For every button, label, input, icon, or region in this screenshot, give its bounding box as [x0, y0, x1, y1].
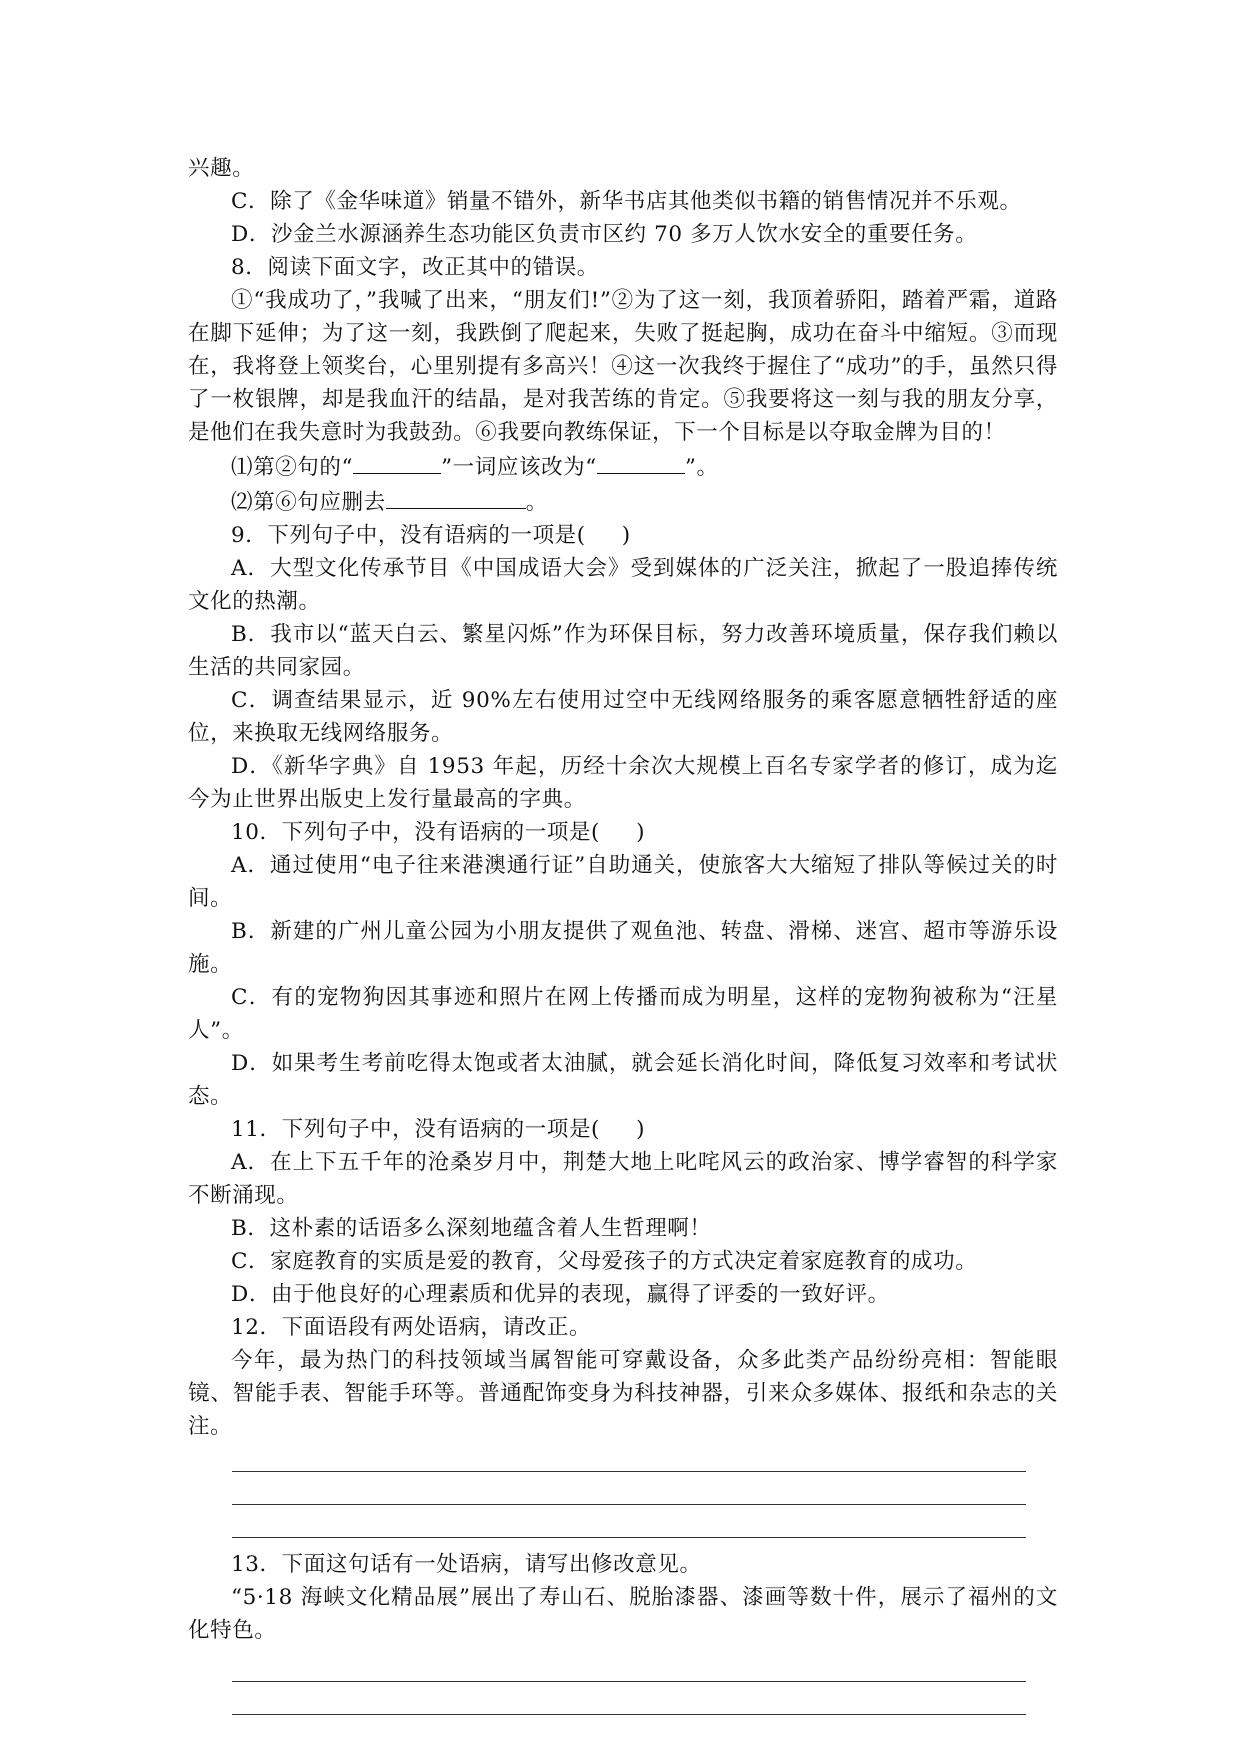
- question-13-passage: “5·18 海峡文化精品展”展出了寿山石、脱胎漆器、漆画等数十件，展示了福州的文化特色。: [188, 1585, 1058, 1643]
- answer-line[interactable]: [188, 1509, 1058, 1542]
- option-b: B．这朴素的话语多么深刻地蕴含着人生哲理啊！: [231, 1216, 712, 1241]
- answer-line[interactable]: [188, 1686, 1058, 1719]
- option-a: A．通过使用“电子往来港澳通行证”自助通关，使旅客大大缩短了排队等候过关的时间。: [188, 853, 1058, 911]
- answer-blank[interactable]: [386, 484, 526, 509]
- answer-blank[interactable]: [597, 449, 685, 474]
- answer-line[interactable]: [188, 1476, 1058, 1509]
- option-d: D．沙金兰水源涵养生态功能区负责市区约 70 多万人饮水安全的重要任务。: [231, 222, 978, 247]
- question-12-passage: 今年，最为热门的科技领域当属智能可穿戴设备，众多此类产品纷纷亮相：智能眼镜、智能手表、智能手环等。普通配饰变身为科技神器，引来众多媒体、报纸和杂志的关注。: [188, 1348, 1058, 1439]
- question-11-close: ): [636, 1117, 646, 1142]
- option-d: D．《新华字典》自 1953 年起，历经十余次大规模上百名专家学者的修订，成为迄今为止世界出版史上发行量最高的字典。: [188, 754, 1058, 812]
- option-d: D．如果考生考前吃得太饱或者太油腻，就会延长消化时间，降低复习效率和考试状态。: [188, 1051, 1058, 1109]
- answer-blank[interactable]: [353, 449, 441, 474]
- text-line: 兴趣。: [188, 156, 255, 181]
- question-8: 8．阅读下面文字，改正其中的错误。: [231, 255, 599, 280]
- question-13: 13．下面这句话有一处语病，请写出修改意见。: [231, 1552, 702, 1577]
- question-11: [188, 1113, 1058, 1146]
- sub-2-prefix: ⑵第⑥句应删去: [231, 490, 386, 515]
- question-10-stem: 10．下列句子中，没有语病的一项是(: [231, 820, 601, 845]
- sub-1-suffix: ”。: [684, 455, 719, 480]
- question-9-stem: 9．下列句子中，没有语病的一项是(: [231, 523, 586, 548]
- question-10: [188, 816, 1058, 849]
- option-c: C．家庭教育的实质是爱的教育，父母爱孩子的方式决定着家庭教育的成功。: [231, 1249, 978, 1274]
- option-a: A．在上下五千年的沧桑岁月中，荆楚大地上叱咤风云的政治家、博学睿智的科学家不断涌现。: [188, 1150, 1058, 1208]
- question-8-sub-1: [188, 449, 1058, 484]
- answer-line[interactable]: [188, 1443, 1058, 1476]
- answer-line[interactable]: [188, 1653, 1058, 1686]
- option-c: C．除了《金华味道》销量不错外，新华书店其他类似书籍的销售情况并不乐观。: [231, 189, 1022, 214]
- question-8-passage: ①“我成功了，”我喊了出来，“朋友们!”②为了这一刻，我顶着骄阳，踏着严霜，道路在脚下延伸；为了这一刻，我跌倒了爬起来，失败了挺起胸，成功在奋斗中缩短。③而现在，我将登上领奖台，心里别提有多高兴！④这一次我终于握住了“成功”的手，虽然只得了一枚银牌，却是我血汗的结晶，是对我苦练的肯定。⑤我要将这一刻与我的朋友分享，是他们在我失意时为我鼓劲。⑥我要向教练保证，下一个目标是以夺取金牌为目的！: [188, 288, 1058, 445]
- question-8-sub-2: [188, 484, 1058, 519]
- option-d: D．由于他良好的心理素质和优异的表现，赢得了评委的一致好评。: [231, 1282, 890, 1307]
- question-9: [188, 519, 1058, 552]
- question-10-close: ): [636, 820, 646, 845]
- option-b: B．新建的广州儿童公园为小朋友提供了观鱼池、转盘、滑梯、迷宫、超市等游乐设施。: [188, 919, 1058, 977]
- question-9-close: ): [621, 523, 631, 548]
- option-b: B．我市以“蓝天白云、繁星闪烁”作为环保目标，努力改善环境质量，保存我们赖以生活的共同家园。: [188, 622, 1058, 680]
- sub-1-middle: ”一词应该改为“: [441, 455, 597, 480]
- sub-1-prefix: ⑴第②句的“: [231, 455, 354, 480]
- document-body: [188, 152, 1058, 1719]
- option-a: A．大型文化传承节目《中国成语大会》受到媒体的广泛关注，掀起了一股追捧传统文化的热潮。: [188, 556, 1058, 614]
- question-12: 12．下面语段有两处语病，请改正。: [231, 1315, 592, 1340]
- question-11-stem: 11．下列句子中，没有语病的一项是(: [231, 1117, 601, 1142]
- option-c: C．有的宠物狗因其事迹和照片在网上传播而成为明星，这样的宠物狗被称为“汪星人”。: [188, 985, 1058, 1043]
- sub-2-suffix: 。: [525, 490, 548, 515]
- option-c: C．调查结果显示，近 90%左右使用过空中无线网络服务的乘客愿意牺牲舒适的座位，来换取无线网络服务。: [188, 688, 1058, 746]
